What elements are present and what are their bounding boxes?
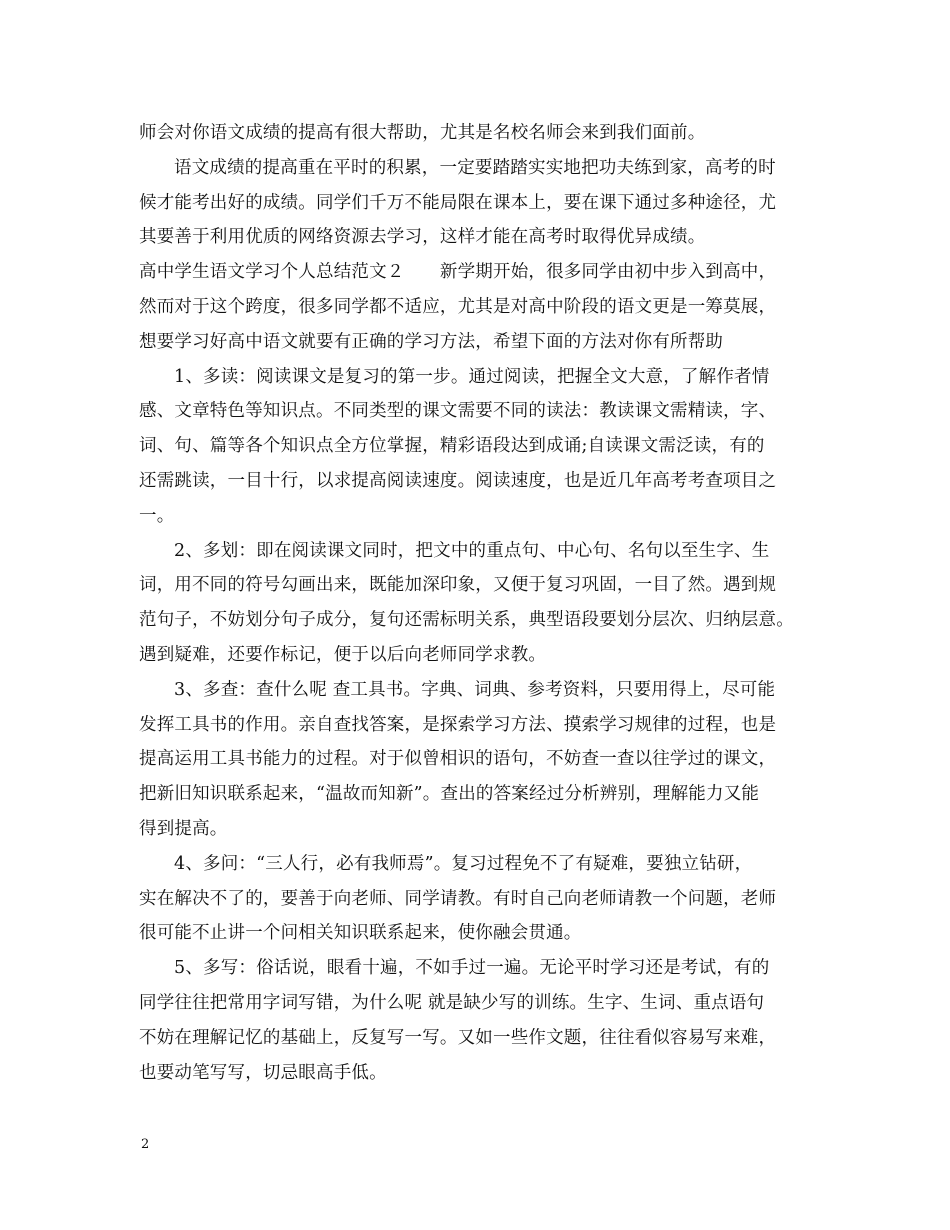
text-line: 词、句、篇等各个知识点全方位掌握，精彩语段达到成诵;自读课文需泛读，有的 <box>139 436 765 457</box>
text-line: 感、文章特色等知识点。不同类型的课文需要不同的读法：教读课文需精读，字、 <box>139 401 777 422</box>
text-line: 词，用不同的符号勾画出来，既能加深印象，又便于复习巩固，一目了然。遇到规 <box>139 575 777 596</box>
text-line: 得到提高。 <box>139 818 228 839</box>
text-line: 很可能不止讲一个问相关知识联系起来，使你融会贯通。 <box>139 923 582 944</box>
text-line: 同学往往把常用字词写错，为什么呢 就是缺少写的训练。生字、生词、重点语句 <box>139 992 765 1013</box>
page-number: 2 <box>141 1137 150 1152</box>
text-line: 其要善于利用优质的网络资源去学习，这样才能在高考时取得优异成绩。 <box>139 227 706 248</box>
text-line: 1、多读：阅读课文是复习的第一步。通过阅读，把握全文大意，了解作者情 <box>174 366 770 387</box>
text-line: 一。 <box>139 505 175 526</box>
text-line: 遇到疑难，还要作标记，便于以后向老师同学求教。 <box>139 644 547 665</box>
text-line: 3、多查：查什么呢 查工具书。字典、词典、参考资料，只要用得上，尽可能 <box>174 679 776 700</box>
text-line: 不妨在理解记忆的基础上，反复写一写。又如一些作文题，往往看似容易写来难， <box>139 1027 777 1048</box>
text-line: 也要动笔写写，切忌眼高手低。 <box>139 1062 387 1083</box>
text-line: 范句子，不妨划分句子成分，复句还需标明关系，典型语段要划分层次、归纳层意。 <box>139 610 794 631</box>
text-line: 发挥工具书的作用。亲自查找答案，是探索学习方法、摸索学习规律的过程，也是 <box>139 714 777 735</box>
text-line: 语文成绩的提高重在平时的积累，一定要踏踏实实地把功夫练到家，高考的时 <box>174 157 776 178</box>
text-line: 5、多写：俗话说，眼看十遍，不如手过一遍。无论平时学习还是考试，有的 <box>174 958 770 979</box>
text-line: 想要学习好高中语文就要有正确的学习方法，希望下面的方法对你有所帮助 <box>139 331 724 352</box>
text-line: 4、多问：“三人行，必有我师焉”。复习过程免不了有疑难，要独立钻研， <box>174 853 753 874</box>
text-line: 实在解决不了的，要善于向老师、同学请教。有时自己向老师请教一个问题，老师 <box>139 888 777 909</box>
text-line: 提高运用工具书能力的过程。对于似曾相识的语句，不妨查一查以往学过的课文， <box>139 749 777 770</box>
text-line: 2、多划：即在阅读课文同时，把文中的重点句、中心句、名句以至生字、生 <box>174 540 770 561</box>
text-line: 候才能考出好的成绩。同学们千万不能局限在课本上，要在课下通过多种途径，尤 <box>139 192 777 213</box>
text-line: 师会对你语文成绩的提高有很大帮助，尤其是名校名师会来到我们面前。 <box>139 123 706 143</box>
body-text <box>139 116 823 1090</box>
text-line: 把新旧知识联系起来，“温故而知新”。查出的答案经过分析辨别，理解能力又能 <box>139 784 760 805</box>
text-line: 还需跳读，一目十行，以求提高阅读速度。阅读速度，也是近几年高考考查项目之 <box>139 470 777 491</box>
text-line: 高中学生语文学习个人总结范文２ 新学期开始，很多同学由初中步入到高中， <box>139 262 777 283</box>
text-line: 然而对于这个跨度，很多同学都不适应，尤其是对高中阶段的语文更是一筹莫展， <box>139 296 777 317</box>
